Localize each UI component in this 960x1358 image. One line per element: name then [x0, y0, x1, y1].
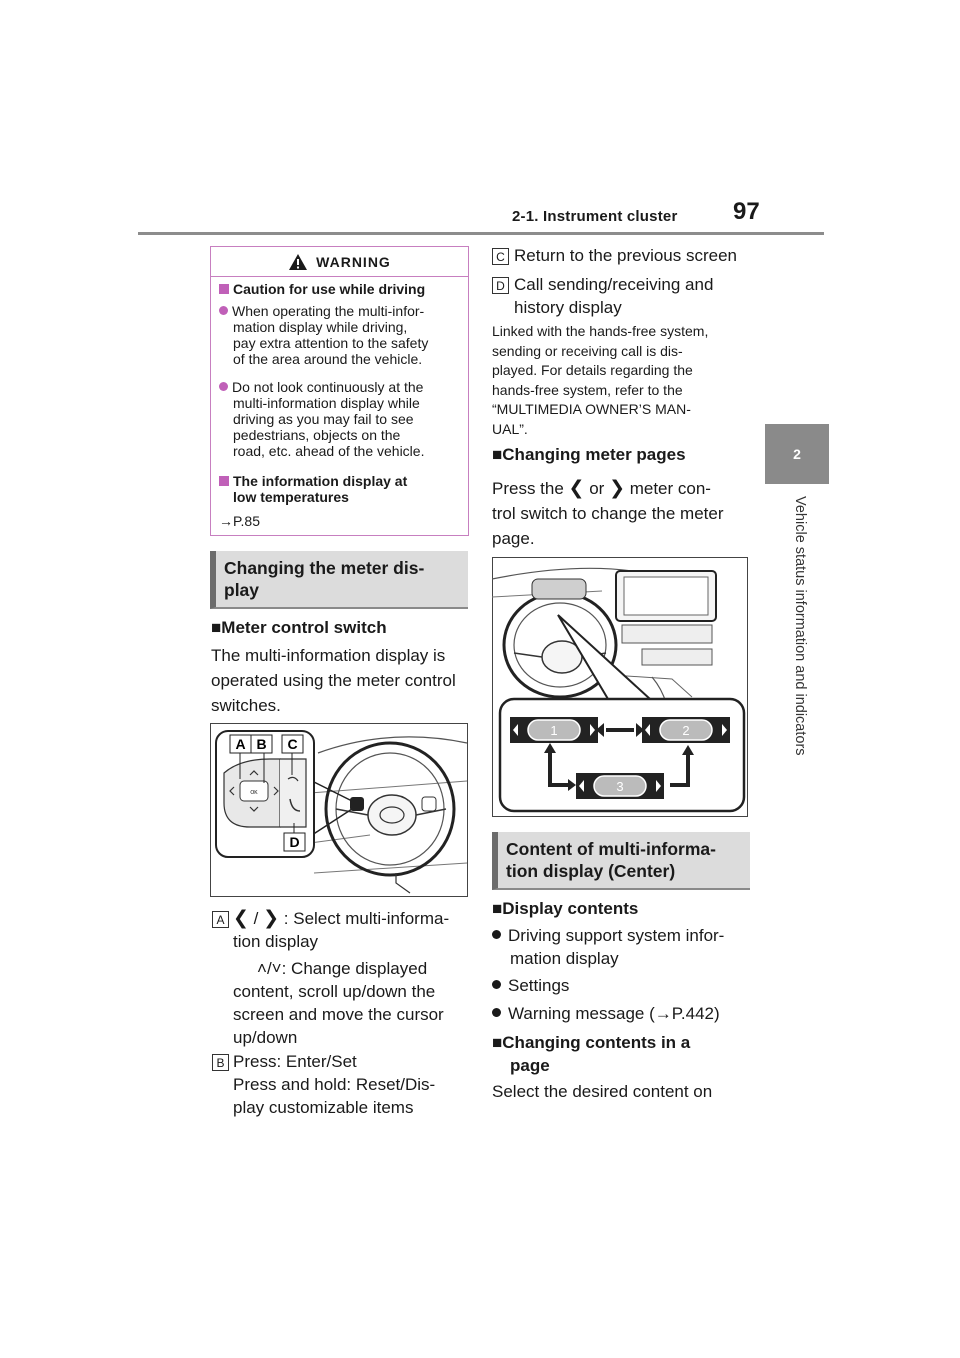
warning-bullet-2: Do not look continuously at the multi-information display while driving as you may fail to see pedestrians, objects on the road, etc. ahead of the vehicle.	[219, 379, 464, 459]
item-c-text: Return to the previous screen	[514, 246, 738, 265]
chevron-up-icon: ˄	[257, 959, 267, 978]
item-a-sub: ˄/˅: Change displayed	[257, 959, 428, 978]
chapter-tab	[765, 424, 829, 484]
item-b-text: Press: Enter/Set Press and hold: Reset/Dis- play customizable items	[233, 1052, 436, 1117]
chevron-down-icon: ˅	[271, 959, 282, 978]
warning-triangle-icon	[288, 253, 308, 271]
item-label-b: B	[212, 1054, 229, 1071]
warning-header	[211, 247, 468, 277]
chevron-right-icon: ❯	[609, 478, 625, 499]
fig-label-a: A	[235, 736, 246, 752]
warning-title: WARNING	[316, 253, 391, 270]
display-contents-item-1: Driving support system infor- mation display	[492, 924, 724, 970]
warning-box	[210, 246, 469, 536]
meter-pages-illustration	[492, 557, 748, 817]
meter-page-1-number: 1	[550, 723, 558, 738]
chevron-left-icon: ❮	[568, 478, 585, 499]
header-rule	[138, 232, 824, 235]
changing-contents-body: Select the desired content on	[492, 1082, 713, 1101]
meter-switch-heading: ■Meter control switch	[211, 618, 387, 637]
section-title: 2-1. Instrument cluster	[512, 208, 678, 225]
fig-label-d: D	[289, 834, 300, 850]
page-number: 97	[733, 198, 760, 225]
low-temp-ref[interactable]: →P.85	[219, 513, 260, 529]
square-bullet-icon	[219, 284, 229, 294]
display-contents-heading: ■Display contents	[492, 899, 639, 918]
square-bullet-icon: ■	[492, 1033, 503, 1052]
item-a-line1: ❮ / ❯ : Select multi-informa-	[233, 908, 450, 929]
chapter-title: Vehicle status information and indicators	[792, 496, 808, 756]
changing-contents-heading: ■Changing contents in a page	[492, 1033, 691, 1075]
fig-label-b: B	[256, 736, 267, 752]
arrow-right-icon: →	[654, 1004, 672, 1023]
item-label-d: D	[492, 277, 509, 294]
round-bullet-icon	[492, 980, 501, 989]
round-bullet-icon	[492, 1008, 501, 1017]
meter-switch-body: The multi-information display is operated using the meter control switches.	[211, 646, 456, 715]
meter-page-3-number: 3	[616, 779, 624, 794]
round-bullet-icon	[219, 306, 228, 315]
meter-pages-heading: ■Changing meter pages	[492, 445, 686, 464]
fig-label-c: C	[287, 736, 298, 752]
chevron-right-icon: ❯	[263, 908, 280, 929]
square-bullet-icon: ■	[211, 618, 222, 637]
round-bullet-icon	[219, 382, 228, 391]
display-contents-item-3: Warning message (→P.442)	[492, 1002, 720, 1025]
chevron-left-icon: ❮	[233, 908, 249, 929]
item-label-c: C	[492, 248, 509, 265]
warning-bullet-1: When operating the multi-infor- mation display while driving, pay extra attention to the safety of the area around the vehicle.	[219, 303, 464, 367]
caution-heading: Caution for use while driving	[219, 281, 464, 297]
low-temp-heading: The information display at low temperatures	[219, 473, 464, 505]
square-bullet-icon: ■	[492, 899, 503, 918]
section-heading-center-display: Content of multi-informa- tion display (Center)	[492, 832, 750, 890]
section-heading-meter-display: Changing the meter dis- play	[210, 551, 468, 609]
svg-text:OK: OK	[250, 790, 258, 796]
display-contents-item-2: Settings	[492, 974, 569, 997]
item-a-sub-rest: content, scroll up/down the screen and move the cursor up/down	[233, 982, 444, 1047]
round-bullet-icon	[492, 930, 501, 939]
meter-page-2-number: 2	[682, 723, 690, 738]
square-bullet-icon: ■	[492, 445, 503, 464]
item-label-a: A	[212, 911, 229, 928]
hands-free-note: Linked with the hands-free system, sending or receiving call is dis- played. For details regarding the hands-free system, refer to the “MULTIMEDIA OWNER’S MAN- UAL”.	[492, 323, 709, 437]
square-bullet-icon	[219, 476, 229, 486]
chapter-number: 2	[793, 446, 801, 462]
meter-control-switch-illustration	[210, 723, 468, 897]
arrow-right-icon: →	[219, 513, 233, 529]
item-a-line2: tion display	[233, 932, 319, 951]
meter-pages-body: Press the ❮ or ❯ meter con- trol switch to change the meter page.	[492, 478, 724, 548]
item-d-text: Call sending/receiving and history display	[514, 275, 714, 317]
